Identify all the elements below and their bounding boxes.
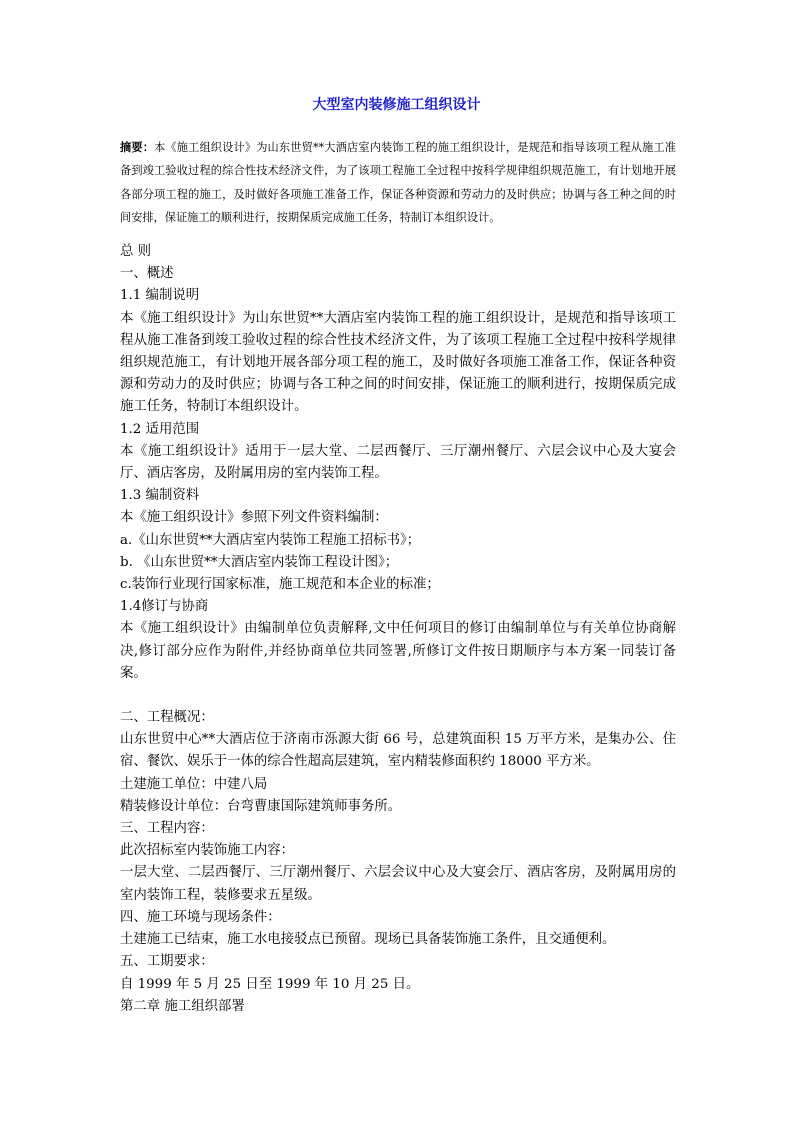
section-4-text: 土建施工已结束，施工水电接驳点已预留。现场已具备装饰施工条件，且交通便利。 [120,932,616,948]
section-1-1-text: 本《施工组织设计》为山东世贸**大酒店室内装饰工程的施工组织设计，是规范和指导该项工程从施工准备到竣工验收过程的综合性技术经济文件，为了该项工程施工全过程中按科学规律组织规范施工，有计划地开展各部分项工程的施工，及时做好各项施工准备工作，保证各种资源和劳动力的及时供应；协调与各工种之间的时间安排，保证施工的顺利进行，按期保质完成施工任务，特制订本组织设计。 [120,310,676,415]
abstract-text: 本《施工组织设计》为山东世贸**大酒店室内装饰工程的施工组织设计，是规范和指导该项工程从施工准备到竣工验收过程的综合性技术经济文件，为了该项工程施工全过程中按科学规律组织规范施工，有计划地开展各部分项工程的施工，及时做好各项施工准备工作，保证各种资源和劳动力的及时供应；协调与各工种之间的时间安排，保证施工的顺利进行，按期保质完成施工任务，特制订本组织设计。 [120,141,676,225]
spacer [120,685,676,707]
section-1-heading: 一、概述 [120,266,174,282]
section-3-heading: 三、工程内容： [120,821,214,837]
section-1-3-item-c: c.装饰行业现行国家标准，施工规范和本企业的标准； [120,577,440,593]
section-2-designer: 精装修设计单位：台弯曹康国际建筑师事务所。 [120,798,402,814]
section-3-intro: 此次招标室内装饰施工内容： [120,843,295,859]
section-1-2-heading: 1.2 适用范围 [120,421,200,437]
section-1-3-item-a: a.《山东世贸**大酒店室内装饰工程施工招标书》； [120,532,421,548]
section-1-1-heading: 1.1 编制说明 [120,288,200,304]
general-heading: 总 则 [120,244,152,259]
section-2-text: 山东世贸中心**大酒店位于济南市泺源大街 66 号，总建筑面积 15 万平方米，是集办公、住宿、餐饮、娱乐于一体的综合性超高层建筑，室内精装修面积约 18000 平方米。 [120,732,676,770]
section-5-heading: 五、工期要求： [120,954,214,970]
section-2-contractor: 土建施工单位：中建八局 [120,776,268,792]
abstract [120,136,676,230]
section-1-3-heading: 1.3 编制资料 [120,488,200,504]
section-3-text: 一层大堂、二层西餐厅、三厅潮州餐厅、六层会议中心及大宴会厅、酒店客房，及附属用房的室内装饰工程，装修要求五星级。 [120,865,676,903]
section-1-3-text: 本《施工组织设计》参照下列文件资料编制： [120,510,388,526]
document-body [120,241,676,1018]
section-1-3-item-b: b. 《山东世贸**大酒店室内装饰工程设计图》； [120,554,399,570]
section-5-text: 自 1999 年 5 月 25 日至 1999 年 10 月 25 日。 [120,976,420,992]
section-1-4-text: 本《施工组织设计》由编制单位负责解释,文中任何项目的修订由编制单位与有关单位协商解决,修订部分应作为附件,并经协商单位共同签署,所修订文件按日期顺序与本方案一同装订备案。 [120,621,676,681]
chapter-2-heading: 第二章 施工组织部署 [120,998,245,1014]
section-1-2-text: 本《施工组织设计》适用于一层大堂、二层西餐厅、三厅潮州餐厅、六层会议中心及大宴会厅、酒店客房，及附属用房的室内装饰工程。 [120,443,676,482]
section-1-4-heading: 1.4修订与协商 [120,599,209,615]
section-4-heading: 四、施工环境与现场条件： [120,909,281,925]
document-title: 大型室内装修施工组织设计 [312,97,481,113]
section-2-heading: 二、工程概况： [120,710,214,726]
abstract-label: 摘要： [120,141,155,154]
